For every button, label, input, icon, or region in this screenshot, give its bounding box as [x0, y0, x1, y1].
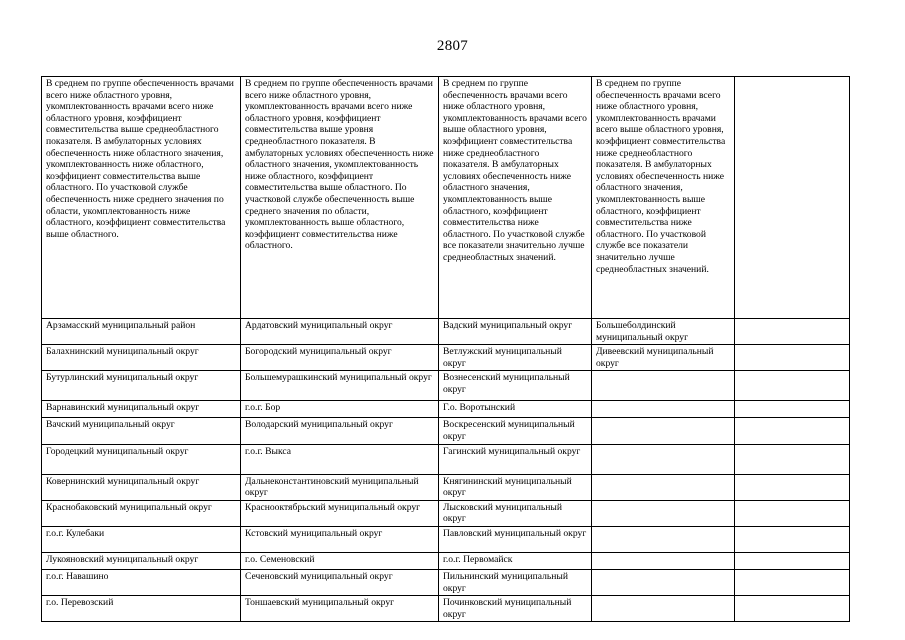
table-cell: Варнавинский муниципальный округ — [42, 401, 241, 418]
table-cell: Вознесенский муниципальный округ — [439, 371, 592, 401]
table-cell: Арзамасский муниципальный район — [42, 319, 241, 345]
table-cell: Павловский муниципальный округ — [439, 526, 592, 552]
table-cell — [592, 444, 735, 474]
table-cell: г.о.г. Бор — [241, 401, 439, 418]
table-cell: г.о.г. Навашино — [42, 569, 241, 595]
table-cell: Г.о. Воротынский — [439, 401, 592, 418]
table-cell — [592, 401, 735, 418]
table-cell — [735, 444, 850, 474]
table-cell: Ардатовский муниципальный округ — [241, 319, 439, 345]
table-cell — [592, 474, 735, 500]
table-cell — [735, 569, 850, 595]
group-description-5 — [735, 77, 850, 319]
table-row — [42, 569, 850, 595]
table-cell — [735, 552, 850, 569]
table-cell — [735, 371, 850, 401]
table-cell — [735, 319, 850, 345]
table-cell: Большеболдинский муниципальный округ — [592, 319, 735, 345]
table-row — [42, 345, 850, 371]
table-cell — [592, 371, 735, 401]
table-cell: Гагинский муниципальный округ — [439, 444, 592, 474]
table-row — [42, 371, 850, 401]
table-cell: Краснооктябрьский муниципальный округ — [241, 500, 439, 526]
table-cell: Балахнинский муниципальный округ — [42, 345, 241, 371]
table-cell: Богородский муниципальный округ — [241, 345, 439, 371]
table-cell — [735, 345, 850, 371]
table-row — [42, 500, 850, 526]
group-description-row — [42, 77, 850, 319]
table-cell — [592, 526, 735, 552]
table-cell: Ветлужский муниципальный округ — [439, 345, 592, 371]
table-cell: Краснобаковский муниципальный округ — [42, 500, 241, 526]
table-cell — [592, 500, 735, 526]
table-cell — [592, 569, 735, 595]
table-cell: Лукояновский муниципальный округ — [42, 552, 241, 569]
group-description-4: В среднем по группе обеспеченность врачами всего ниже областного уровня, укомплектованность врачами всего выше областного уровня, коэффициент совместительства ниже среднеобластного показателя. В амбулаторных условиях обеспеченность ниже областного значения, укомплектованность выше областного, коэффициент совместительства ниже областного. По участковой службе все показатели значительно лучше среднеобластных значений. — [592, 77, 735, 319]
table-cell — [592, 596, 735, 622]
table-cell: г.о.г. Кулебаки — [42, 526, 241, 552]
table-cell: Дивеевский муниципальный округ — [592, 345, 735, 371]
group-description-1: В среднем по группе обеспеченность врачами всего ниже областного уровня, укомплектованность врачами всего ниже областного уровня, коэффициент совместительства выше среднеобластного показателя. В амбулаторных условиях обеспеченность ниже областного значения, укомплектованность ниже областного, коэффициент совместительства выше областного. По участковой службе обеспеченность ниже среднего значения по области, укомплектованность ниже областного, коэффициент совместительства выше областного. — [42, 77, 241, 319]
table-row — [42, 418, 850, 444]
table-cell — [592, 552, 735, 569]
table-row — [42, 552, 850, 569]
table-cell — [592, 418, 735, 444]
group-description-2: В среднем по группе обеспеченность врачами всего ниже областного уровня, укомплектованность врачами всего ниже областного уровня, коэффициент совместительства выше уровня среднеобластного показателя. В амбулаторных условиях обеспеченность ниже областного значения, укомплектованность ниже областного, коэффициент совместительства выше областного. По участковой службе обеспеченность выше среднего значения по области, укомплектованность выше областного, коэффициент совместительства ниже областного. — [241, 77, 439, 319]
table-cell: Тоншаевский муниципальный округ — [241, 596, 439, 622]
group-description-3: В среднем по группе обеспеченность врачами всего ниже областного уровня, укомплектованность врачами всего выше областного уровня, коэффициент совместительства ниже среднеобластного показателя. В амбулаторных условиях обеспеченность ниже областного значения, укомплектованность выше областного, коэффициент совместительства ниже областного. По участковой службе все показатели значительно лучше среднеобластных значений. — [439, 77, 592, 319]
table-cell: Вадский муниципальный округ — [439, 319, 592, 345]
table-row — [42, 474, 850, 500]
table-row — [42, 596, 850, 622]
table-cell: Лысковский муниципальный округ — [439, 500, 592, 526]
table-cell — [735, 401, 850, 418]
table-cell: Дальнеконстантиновский муниципальный округ — [241, 474, 439, 500]
table-cell: Княгининский муниципальный округ — [439, 474, 592, 500]
table-cell: г.о.г. Первомайск — [439, 552, 592, 569]
table-cell: г.о. Семеновский — [241, 552, 439, 569]
table-cell — [735, 418, 850, 444]
table-cell: Городецкий муниципальный округ — [42, 444, 241, 474]
table-cell — [735, 500, 850, 526]
districts-table — [41, 76, 850, 622]
table-row — [42, 526, 850, 552]
table-cell: Сеченовский муниципальный округ — [241, 569, 439, 595]
table-cell: г.о. Перевозский — [42, 596, 241, 622]
table-cell — [735, 596, 850, 622]
table-cell: Большемурашкинский муниципальный округ — [241, 371, 439, 401]
table-cell: Бутурлинский муниципальный округ — [42, 371, 241, 401]
table-cell — [735, 474, 850, 500]
table-cell: Воскресенский муниципальный округ — [439, 418, 592, 444]
table-row — [42, 444, 850, 474]
table-row — [42, 319, 850, 345]
table-cell: Вачский муниципальный округ — [42, 418, 241, 444]
table-cell: Пильнинский муниципальный округ — [439, 569, 592, 595]
table-cell: Володарский муниципальный округ — [241, 418, 439, 444]
table-cell: г.о.г. Выкса — [241, 444, 439, 474]
table-cell: Кстовский муниципальный округ — [241, 526, 439, 552]
table-cell: Ковернинский муниципальный округ — [42, 474, 241, 500]
table-cell: Починковский муниципальный округ — [439, 596, 592, 622]
table-cell — [735, 526, 850, 552]
table-row — [42, 401, 850, 418]
page-number: 2807 — [436, 38, 469, 54]
